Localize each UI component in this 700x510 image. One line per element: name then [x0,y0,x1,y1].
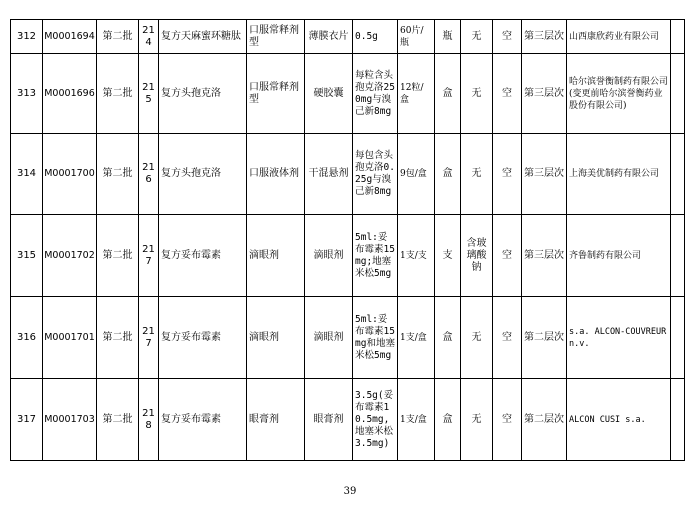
blank-flag: 空 [493,134,522,215]
empty-cell [671,54,685,134]
quality-level: 第三层次 [522,54,567,134]
empty-cell [671,297,685,379]
empty-cell [671,215,685,297]
excipient: 无 [461,134,493,215]
dosage-route: 滴眼剂 [247,297,305,379]
dosage-form: 硬胶囊 [305,54,353,134]
blank-flag: 空 [493,20,522,54]
drug-code: M0001701 [43,297,97,379]
excipient: 无 [461,297,493,379]
blank-flag: 空 [493,215,522,297]
dosage-form: 眼膏剂 [305,379,353,461]
excipient: 无 [461,379,493,461]
specification: 3.5g(妥布霉素10.5mg,地塞米松3.5mg) [353,379,398,461]
specification: 5ml:妥布霉素15mg;地塞米松5mg [353,215,398,297]
packaging: 9包/盒 [398,134,435,215]
drug-name: 复方天麻蜜环糖肽 [159,20,247,54]
table-row [11,20,685,54]
dosage-route: 滴眼剂 [247,215,305,297]
batch: 第二批 [97,379,139,461]
dosage-route: 眼膏剂 [247,379,305,461]
row-seq: 316 [11,297,43,379]
manufacturer: 齐鲁制药有限公司 [567,215,671,297]
catalog-number: 214 [139,20,159,54]
row-seq: 312 [11,20,43,54]
table-row [11,134,685,215]
unit: 盒 [435,134,461,215]
excipient: 无 [461,54,493,134]
packaging: 1支/盒 [398,379,435,461]
row-seq: 313 [11,54,43,134]
batch: 第二批 [97,20,139,54]
unit: 瓶 [435,20,461,54]
blank-flag: 空 [493,379,522,461]
dosage-form: 干混悬剂 [305,134,353,215]
batch: 第二批 [97,215,139,297]
catalog-number: 217 [139,215,159,297]
drug-code: M0001694 [43,20,97,54]
row-seq: 317 [11,379,43,461]
row-seq: 314 [11,134,43,215]
drug-name: 复方头孢克洛 [159,134,247,215]
dosage-form: 滴眼剂 [305,215,353,297]
quality-level: 第三层次 [522,215,567,297]
dosage-route: 口服常释剂型 [247,54,305,134]
drug-name: 复方妥布霉素 [159,379,247,461]
specification: 每包含头孢克洛0.25g与溴己新8mg [353,134,398,215]
drug-code: M0001700 [43,134,97,215]
manufacturer: 上海美优制药有限公司 [567,134,671,215]
drug-name: 复方头孢克洛 [159,54,247,134]
drug-catalog-table [10,19,685,461]
manufacturer: 山西康欣药业有限公司 [567,20,671,54]
quality-level: 第二层次 [522,297,567,379]
unit: 盒 [435,379,461,461]
packaging: 60片/瓶 [398,20,435,54]
catalog-number: 217 [139,297,159,379]
manufacturer: 哈尔滨誉衡制药有限公司(变更前哈尔滨誉衡药业股份有限公司) [567,54,671,134]
packaging: 1支/支 [398,215,435,297]
unit: 盒 [435,54,461,134]
catalog-number: 216 [139,134,159,215]
drug-code: M0001702 [43,215,97,297]
packaging: 12粒/盒 [398,54,435,134]
dosage-form: 滴眼剂 [305,297,353,379]
specification: 0.5g [353,20,398,54]
table-row [11,215,685,297]
unit: 盒 [435,297,461,379]
manufacturer: ALCON CUSI s.a. [567,379,671,461]
table-row [11,297,685,379]
drug-name: 复方妥布霉素 [159,297,247,379]
drug-code: M0001703 [43,379,97,461]
catalog-number: 215 [139,54,159,134]
manufacturer: s.a. ALCON-COUVREUR n.v. [567,297,671,379]
empty-cell [671,20,685,54]
blank-flag: 空 [493,297,522,379]
quality-level: 第三层次 [522,134,567,215]
catalog-number: 218 [139,379,159,461]
excipient: 含玻璃酸钠 [461,215,493,297]
dosage-route: 口服常释剂型 [247,20,305,54]
batch: 第二批 [97,54,139,134]
drug-code: M0001696 [43,54,97,134]
empty-cell [671,134,685,215]
quality-level: 第三层次 [522,20,567,54]
table-row [11,54,685,134]
batch: 第二批 [97,134,139,215]
table-row [11,379,685,461]
page-number: 39 [343,486,357,497]
batch: 第二批 [97,297,139,379]
specification: 每粒含头孢克洛250mg与溴己新8mg [353,54,398,134]
excipient: 无 [461,20,493,54]
specification: 5ml:妥布霉素15mg和地塞米松5mg [353,297,398,379]
row-seq: 315 [11,215,43,297]
dosage-route: 口服液体剂 [247,134,305,215]
quality-level: 第二层次 [522,379,567,461]
unit: 支 [435,215,461,297]
empty-cell [671,379,685,461]
packaging: 1支/盒 [398,297,435,379]
blank-flag: 空 [493,54,522,134]
dosage-form: 薄膜衣片 [305,20,353,54]
drug-name: 复方妥布霉素 [159,215,247,297]
